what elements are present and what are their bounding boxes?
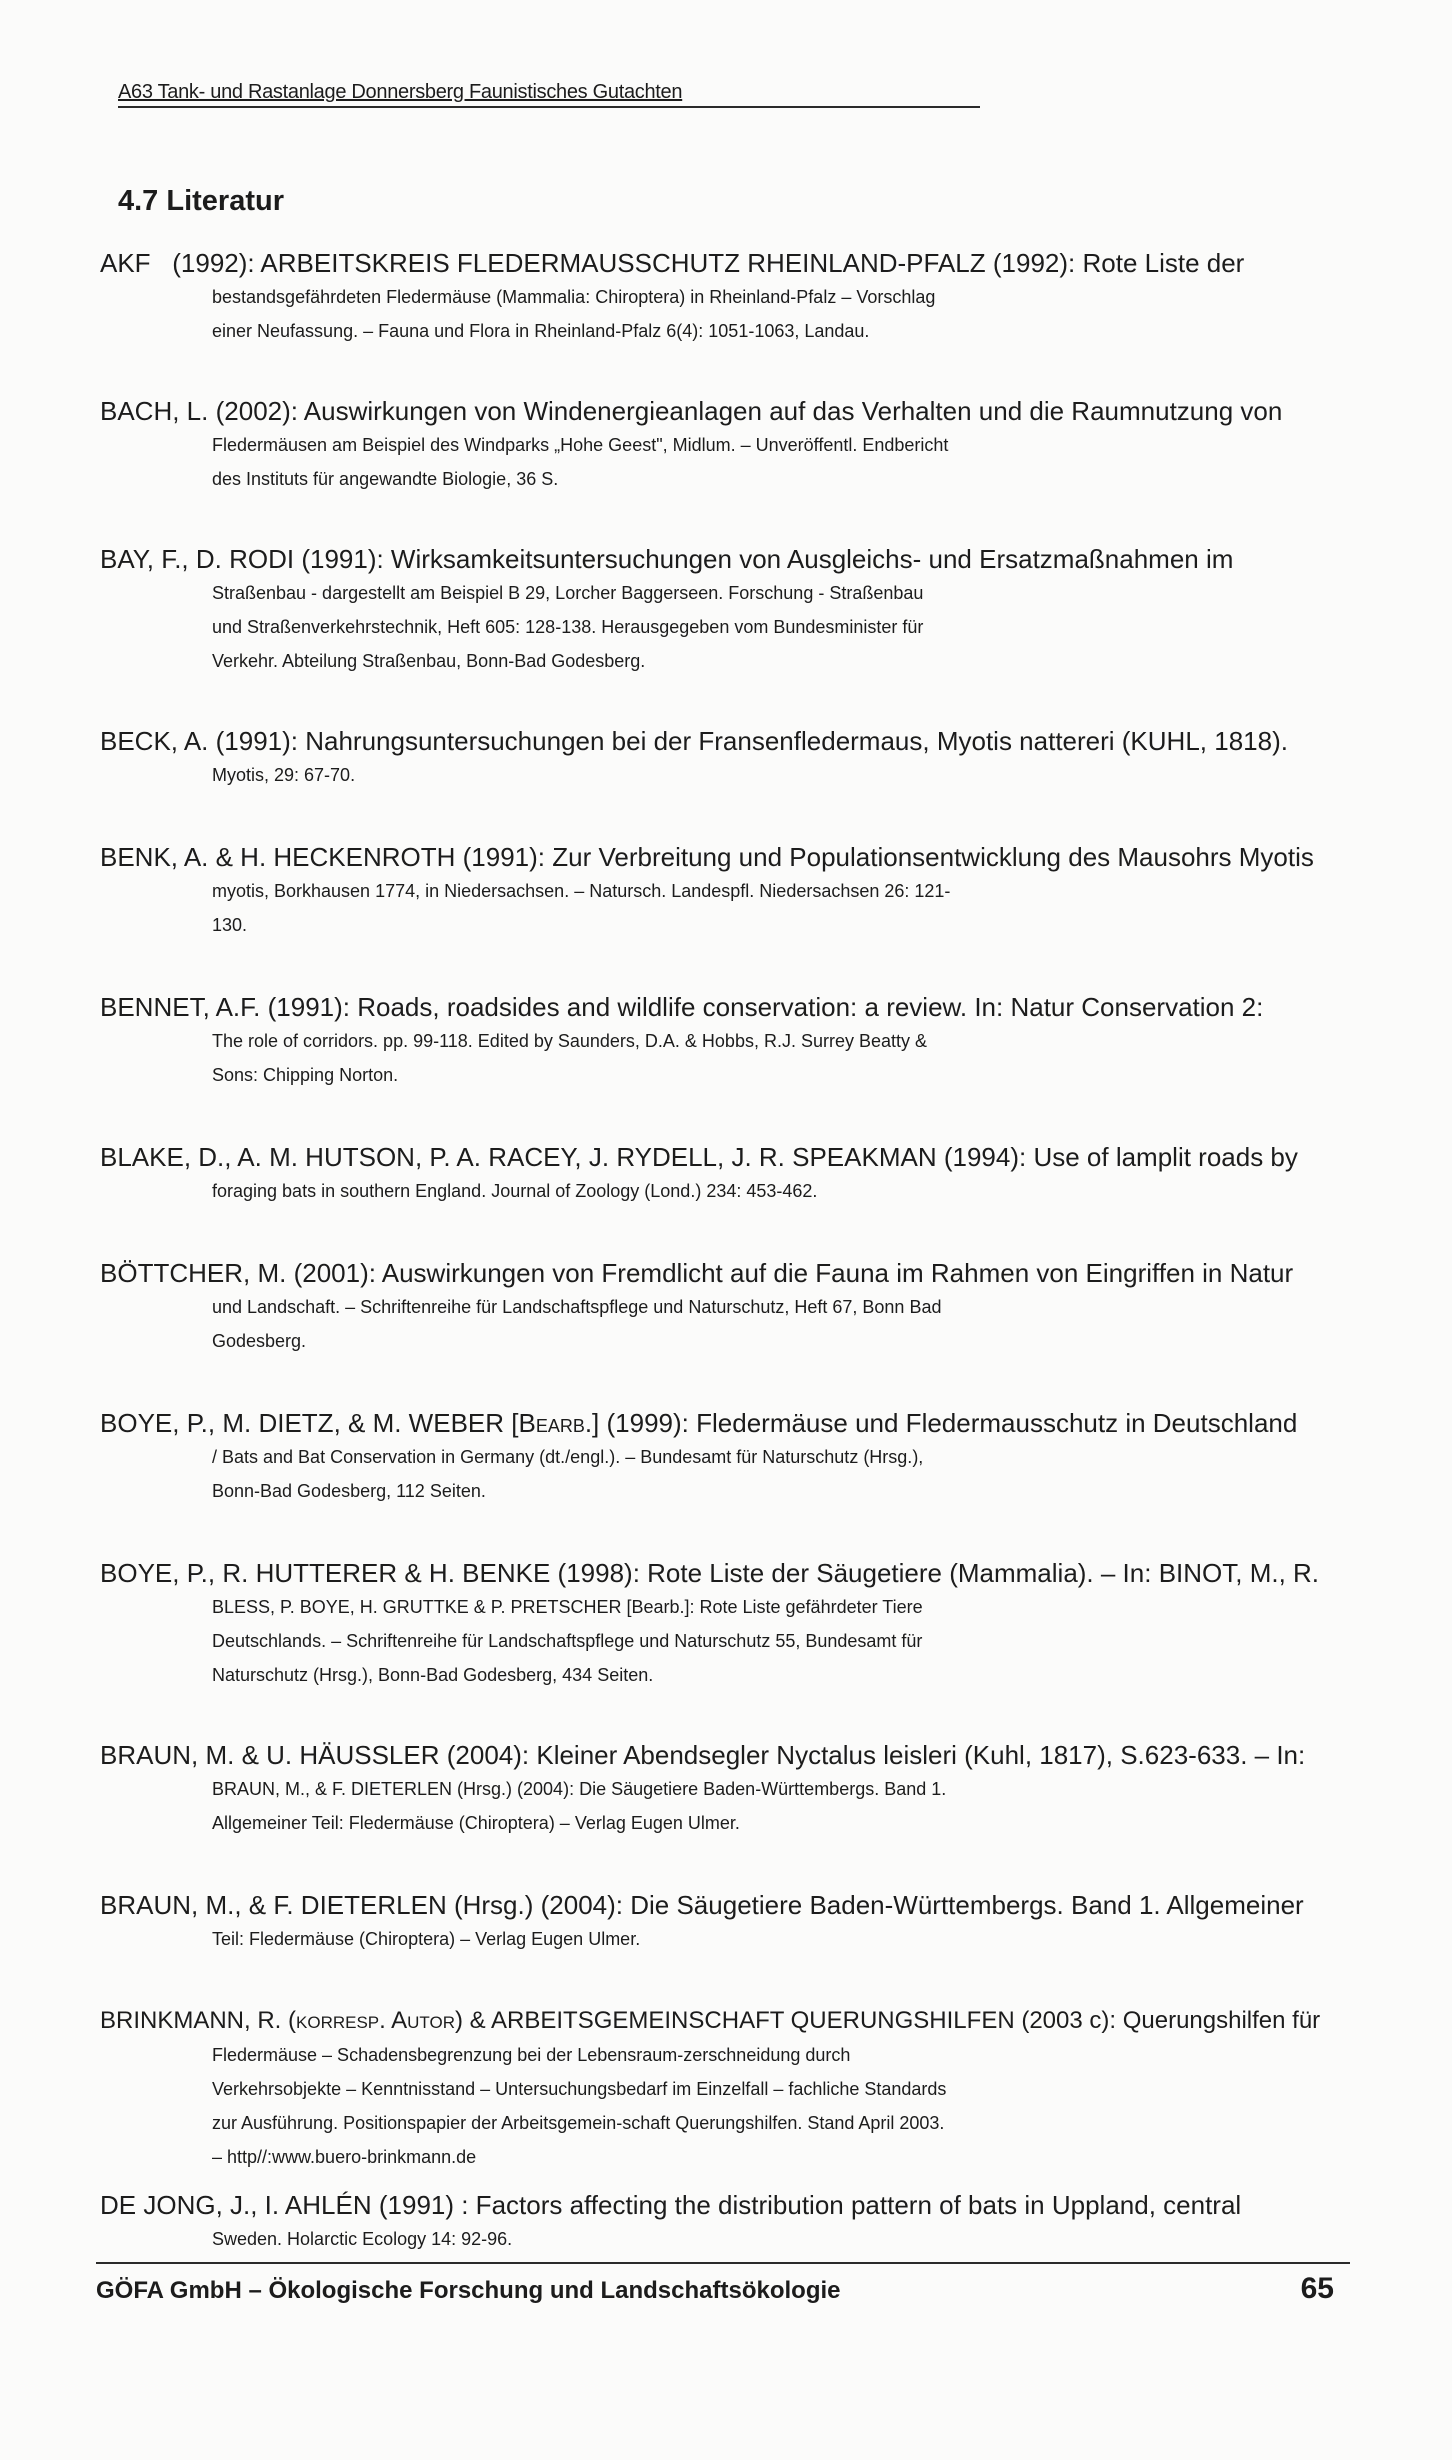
reference-text: / Bats and Bat Conservation in Germany (dt./engl.). – Bundesamt für Naturschutz (Hrsg.), [212, 1447, 924, 1467]
reference-author: DE JONG, J., I. AHLÉN [100, 2190, 372, 2220]
reference-text: Verkehr. Abteilung Straßenbau, Bonn-Bad Godesberg. [212, 651, 646, 671]
reference-text: und Landschaft. – Schriftenreihe für Landschaftspflege und Naturschutz, Heft 67, Bonn Bad [212, 1297, 942, 1317]
running-header: A63 Tank- und Rastanlage Donnersberg Faunistisches Gutachten [118, 80, 980, 108]
reference-entry [100, 1888, 1340, 1956]
reference-text: foraging bats in southern England. Journal of Zoology (Lond.) 234: 453-462. [212, 1181, 818, 1201]
reference-text: Sons: Chipping Norton. [212, 1065, 399, 1085]
reference-text: Myotis, 29: 67-70. [212, 765, 356, 785]
reference-text: Allgemeiner Teil: Fledermäuse (Chiroptera) – Verlag Eugen Ulmer. [212, 1813, 740, 1833]
reference-text: (2004): Kleiner Abendsegler Nyctalus leisleri (Kuhl, 1817), S.623-633. – In: [446, 1740, 1306, 1770]
page-footer [96, 2262, 1350, 2305]
reference-entry [100, 840, 1340, 942]
reference-text: (2003 c): Querungshilfen für [1021, 2007, 1321, 2034]
reference-text: Bonn-Bad Godesberg, 112 Seiten. [212, 1481, 486, 1501]
reference-author: BAY, F., D. RODI [100, 544, 295, 574]
reference-entry [100, 542, 1340, 678]
reference-text: des Instituts für angewandte Biologie, 36 S. [212, 469, 559, 489]
reference-author: AKF [100, 248, 151, 278]
reference-author: BACH, L. [100, 396, 209, 426]
reference-text: (1991) : Factors affecting the distribution pattern of bats in Uppland, central [378, 2190, 1242, 2220]
reference-text: (Hrsg.) (2004): Die Säugetiere Baden-Württembergs. Band 1. Allgemeiner [453, 1890, 1304, 1920]
reference-entry [100, 1256, 1340, 1358]
page-number: 65 [1300, 2272, 1334, 2305]
reference-author: BRAUN, M., & F. DIETERLEN [100, 1890, 447, 1920]
reference-text: (1992): ARBEITSKREIS FLEDERMAUSSCHUTZ RHEINLAND-PFALZ (1992): Rote Liste der [172, 248, 1245, 278]
reference-text: (2002): Auswirkungen von Windenergieanlagen auf das Verhalten und die Raumnutzung von [215, 396, 1283, 426]
reference-author: BRINKMANN, R. (korresp. Autor) & ARBEITSGEMEINSCHAFT QUERUNGSHILFEN [100, 2007, 1015, 2034]
reference-entry [100, 1406, 1340, 1508]
reference-entry [100, 1738, 1340, 1840]
reference-text: BLESS, P. BOYE, H. GRUTTKE & P. PRETSCHER [Bearb.]: Rote Liste gefährdeter Tiere [212, 1597, 923, 1617]
reference-author: BOYE, P., M. DIETZ, & M. WEBER [Bearb.] [100, 1408, 600, 1438]
reference-text: Fledermäusen am Beispiel des Windparks „Hohe Geest", Midlum. – Unveröffentl. Endbericht [212, 435, 949, 455]
reference-text: Godesberg. [212, 1331, 307, 1351]
reference-author: BENK, A. & H. HECKENROTH [100, 842, 456, 872]
reference-text: 130. [212, 915, 248, 935]
reference-text: Sweden. Holarctic Ecology 14: 92-96. [212, 2229, 513, 2249]
reference-text: Straßenbau - dargestellt am Beispiel B 29, Lorcher Baggerseen. Forschung - Straßenbau [212, 583, 924, 603]
reference-text: Deutschlands. – Schriftenreihe für Landschaftspflege und Naturschutz 55, Bundesamt für [212, 1631, 923, 1651]
reference-text: myotis, Borkhausen 1774, in Niedersachsen. – Natursch. Landespfl. Niedersachsen 26: 121- [212, 881, 951, 901]
reference-entry [100, 2004, 1340, 2174]
reference-text: (2001): Auswirkungen von Fremdlicht auf die Fauna im Rahmen von Eingriffen in Natur [293, 1258, 1294, 1288]
reference-text: (1991): Roads, roadsides and wildlife conservation: a review. In: Natur Conservation 2: [267, 992, 1264, 1022]
reference-entry [100, 246, 1340, 348]
reference-entry [100, 724, 1340, 792]
reference-author: BÖTTCHER, M. [100, 1258, 287, 1288]
reference-text: (1998): Rote Liste der Säugetiere (Mammalia). – In: BINOT, M., R. [557, 1558, 1320, 1588]
reference-text: BRAUN, M., & F. DIETERLEN (Hrsg.) (2004): Die Säugetiere Baden-Württembergs. Band 1. [212, 1779, 947, 1799]
reference-text: Fledermäuse – Schadensbegrenzung bei der Lebensraum-zerschneidung durch [212, 2045, 851, 2065]
reference-text: Naturschutz (Hrsg.), Bonn-Bad Godesberg, 434 Seiten. [212, 1665, 654, 1685]
reference-text: einer Neufassung. – Fauna und Flora in Rheinland-Pfalz 6(4): 1051-1063, Landau. [212, 321, 870, 341]
reference-text: (1994): Use of lamplit roads by [943, 1142, 1298, 1172]
reference-text: (1999): Fledermäuse und Fledermausschutz in Deutschland [606, 1408, 1298, 1438]
reference-text: (1991): Nahrungsuntersuchungen bei der Fransenfledermaus, Myotis nattereri (KUHL, 1818). [215, 726, 1288, 756]
section-title: 4.7 Literatur [118, 185, 284, 217]
reference-text: (1991): Wirksamkeitsuntersuchungen von Ausgleichs- und Ersatzmaßnahmen im [301, 544, 1234, 574]
reference-entry [100, 2188, 1340, 2256]
footer-organization: GÖFA GmbH – Ökologische Forschung und Landschaftsökologie [96, 2277, 841, 2304]
reference-entry [100, 394, 1340, 496]
reference-text: zur Ausführung. Positionspapier der Arbeitsgemein-schaft Querungshilfen. Stand April 2003. [212, 2113, 945, 2133]
reference-entry [100, 1556, 1340, 1692]
reference-text: The role of corridors. pp. 99-118. Edited by Saunders, D.A. & Hobbs, R.J. Surrey Beatty & [212, 1031, 928, 1051]
reference-text: bestandsgefährdeten Fledermäuse (Mammalia: Chiroptera) in Rheinland-Pfalz – Vorschlag [212, 287, 936, 307]
reference-author: BECK, A. [100, 726, 209, 756]
reference-author: BLAKE, D., A. M. HUTSON, P. A. RACEY, J. RYDELL, J. R. SPEAKMAN [100, 1142, 937, 1172]
reference-entry [100, 990, 1340, 1092]
reference-author: BOYE, P., R. HUTTERER & H. BENKE [100, 1558, 551, 1588]
reference-link: – http//:www.buero-brinkmann.de [212, 2147, 477, 2167]
reference-entry [100, 1140, 1340, 1208]
reference-text: (1991): Zur Verbreitung und Populationsentwicklung des Mausohrs Myotis [462, 842, 1314, 872]
reference-text: und Straßenverkehrstechnik, Heft 605: 128-138. Herausgegeben vom Bundesminister für [212, 617, 924, 637]
reference-author: BRAUN, M. & U. HÄUSSLER [100, 1740, 440, 1770]
reference-text: Verkehrsobjekte – Kenntnisstand – Untersuchungsbedarf im Einzelfall – fachliche Standards [212, 2079, 947, 2099]
reference-author: BENNET, A.F. [100, 992, 261, 1022]
reference-text: Teil: Fledermäuse (Chiroptera) – Verlag Eugen Ulmer. [212, 1929, 641, 1949]
